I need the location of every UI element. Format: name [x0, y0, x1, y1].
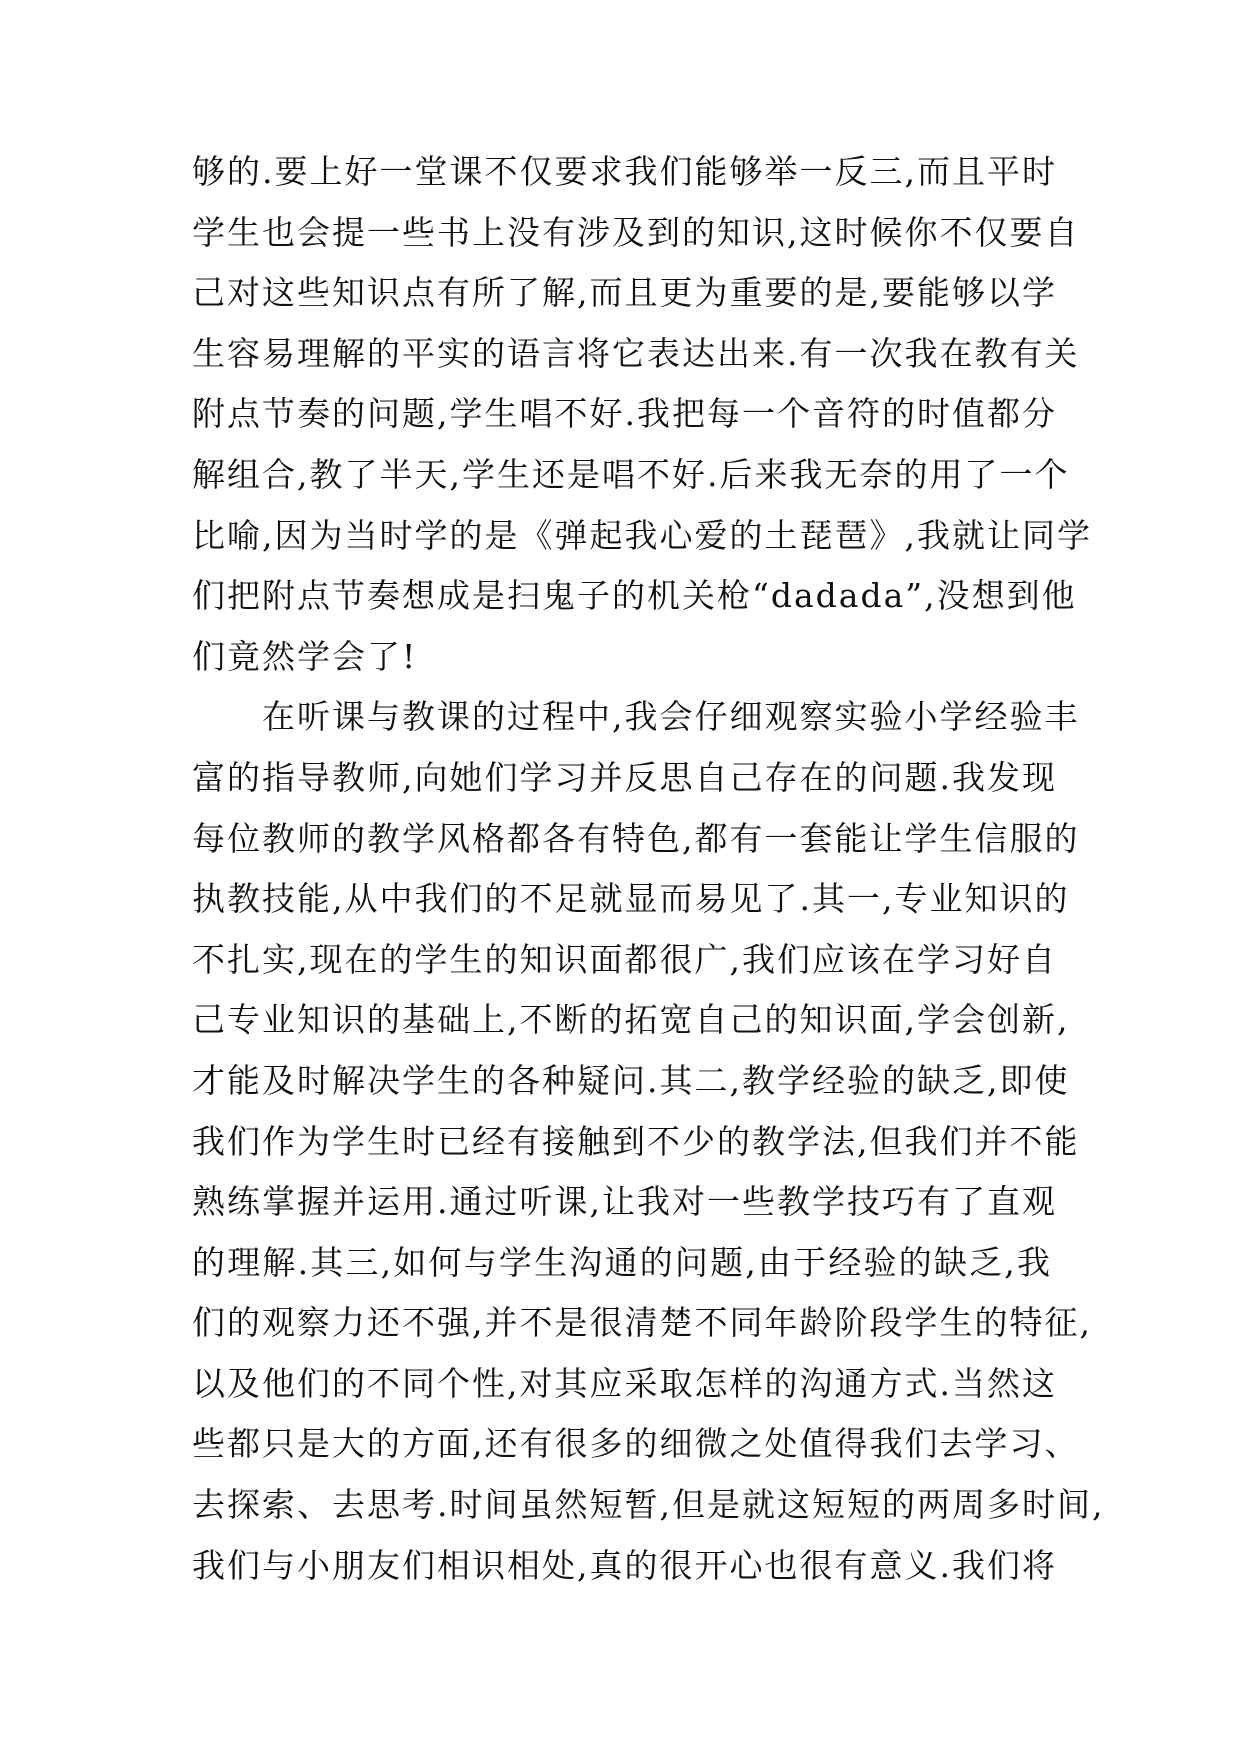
- text-line: 以及他们的不同个性,对其应采取怎样的沟通方式.当然这: [192, 1363, 1057, 1403]
- text-line: 己专业知识的基础上,不断的拓宽自己的知识面,学会创新,: [192, 1000, 1070, 1040]
- text-line: 们把附点节奏想成是扫鬼子的机关枪“dadada”,没想到他: [192, 576, 1077, 616]
- paragraph-1: [192, 142, 1092, 687]
- text-line: 富的指导教师,向她们学习并反思自己存在的问题.我发现: [192, 757, 1057, 797]
- text-line: 我们与小朋友们相识相处,真的很开心也很有意义.我们将: [192, 1545, 1057, 1585]
- text-line: 在听课与教课的过程中,我会仔细观察实验小学经验丰: [262, 697, 1080, 737]
- text-line: 们竟然学会了!: [192, 636, 418, 676]
- text-line: 执教技能,从中我们的不足就显而易见了.其一,专业知识的: [192, 879, 1070, 919]
- paragraph-2: [192, 687, 1105, 1596]
- body-text: [192, 142, 1105, 1596]
- text-line: 比喻,因为当时学的是《弹起我心爱的土琵琶》,我就让同学: [192, 515, 1092, 555]
- text-line: 些都只是大的方面,还有很多的细微之处值得我们去学习、: [192, 1424, 1080, 1464]
- text-line: 才能及时解决学生的各种疑问.其二,教学经验的缺乏,即使: [192, 1060, 1070, 1100]
- text-line: 熟练掌握并运用.通过听课,让我对一些教学技巧有了直观: [192, 1182, 1057, 1222]
- text-line: 附点节奏的问题,学生唱不好.我把每一个音符的时值都分: [192, 394, 1057, 434]
- text-line: 的理解.其三,如何与学生沟通的问题,由于经验的缺乏,我: [192, 1242, 1052, 1282]
- text-line: 学生也会提一些书上没有涉及到的知识,这时候你不仅要自: [192, 212, 1080, 252]
- text-line: 我们作为学生时已经有接触到不少的教学法,但我们并不能: [192, 1121, 1080, 1161]
- text-line: 们的观察力还不强,并不是很清楚不同年龄阶段学生的特征,: [192, 1303, 1092, 1343]
- text-line: 够的.要上好一堂课不仅要求我们能够举一反三,而且平时: [192, 152, 1057, 191]
- text-line: 生容易理解的平实的语言将它表达出来.有一次我在教有关: [192, 333, 1080, 373]
- text-line: 解组合,教了半天,学生还是唱不好.后来我无奈的用了一个: [192, 454, 1070, 494]
- text-line: 己对这些知识点有所了解,而且更为重要的是,要能够以学: [192, 273, 1057, 313]
- text-line: 不扎实,现在的学生的知识面都很广,我们应该在学习好自: [192, 939, 1057, 979]
- text-line: 去探索、去思考.时间虽然短暂,但是就这短短的两周多时间,: [192, 1485, 1105, 1525]
- text-line: 每位教师的教学风格都各有特色,都有一套能让学生信服的: [192, 818, 1080, 858]
